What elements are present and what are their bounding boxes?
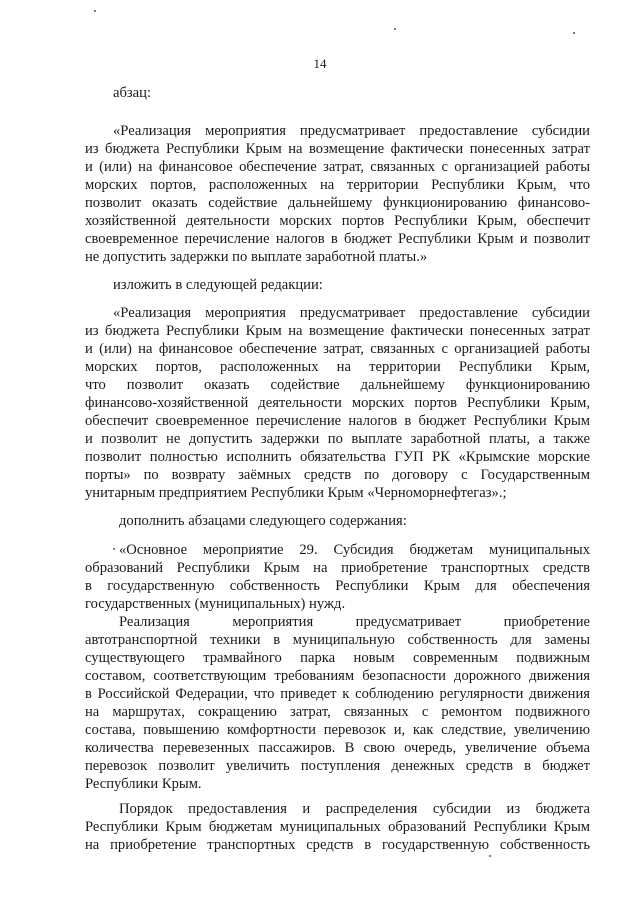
text-line: Реализация мероприятия предусматривает приобретение <box>119 614 590 630</box>
text-line: и позволит не допустить задержки по выплате заработной платы, а также <box>85 431 590 447</box>
text-line: количества перевезенных пассажиров. В свою очередь, увеличение объема <box>85 740 590 756</box>
text-line: на приобретение транспортных средств в государственную собственность <box>85 837 590 853</box>
text-line: позволит оказать содействие дальнейшему функционированию финансово- <box>85 195 590 211</box>
text-line: составом, соответствующим требованиям безопасности дорожного движения <box>85 668 590 684</box>
scan-speck <box>573 32 575 34</box>
text-line: хозяйственной деятельности морских портов Республики Крым, обеспечит <box>85 213 590 229</box>
text-line: и (или) на финансовое обеспечение затрат, связанных с организацией работы <box>85 341 590 357</box>
text-line: порты» по возврату заёмных средств по договору с Государственным <box>85 467 590 483</box>
text-line: и (или) на финансовое обеспечение затрат, связанных с организацией работы <box>85 159 590 175</box>
text-line: Республики Крым бюджетам муниципальных образований Республики Крым <box>85 819 590 835</box>
text-line: своевременное перечисление налогов в бюджет Республики Крым и позволит <box>85 231 590 247</box>
text-line: из бюджета Республики Крым на возмещение фактически понесенных затрат <box>85 323 590 339</box>
text-line: Порядок предоставления и распределения субсидии из бюджета <box>119 801 590 817</box>
text-line: финансово-хозяйственной деятельности морских портов Республики Крым, <box>85 395 590 411</box>
text-line: в государственную собственность Республики Крым для обеспечения <box>85 578 590 594</box>
text-line: позволит полностью исполнить обязательства ГУП РК «Крымские морские <box>85 449 590 465</box>
text-line: обеспечит своевременное перечисление налогов в бюджет Республики Крым <box>85 413 590 429</box>
scan-speck <box>113 548 115 550</box>
text-line: «Реализация мероприятия предусматривает предоставление субсидии <box>113 305 590 321</box>
text-line: состава, повышению комфортности перевозок и, как следствие, увеличению <box>85 722 590 738</box>
text-line: в Российской Федерации, что приведет к соблюдению регулярности движения <box>85 686 590 702</box>
text-line: унитарным предприятием Республики Крым «Черноморнефтегаз».; <box>85 485 507 501</box>
text-line: «Реализация мероприятия предусматривает предоставление субсидии <box>113 123 590 139</box>
text-line: не допустить задержки по выплате заработной платы.» <box>85 249 428 265</box>
text-line: морских портов, расположенных на территории Республики Крым, что <box>85 177 590 193</box>
text-line: «Основное мероприятие 29. Субсидия бюджетам муниципальных <box>119 542 590 558</box>
text-line: что позволит оказать содействие дальнейшему функционированию <box>85 377 590 393</box>
text-line: перевозок позволит увеличить поступления денежных средств в бюджет <box>85 758 590 774</box>
text-line: из бюджета Республики Крым на возмещение фактически понесенных затрат <box>85 141 590 157</box>
text-line: Республики Крым. <box>85 776 202 792</box>
scan-speck <box>94 10 96 12</box>
text-line: изложить в следующей редакции: <box>113 277 323 293</box>
page-number: 14 <box>313 56 327 71</box>
text-line: дополнить абзацами следующего содержания: <box>119 513 407 529</box>
text-line: автотранспортной техники в муниципальную собственность для замены <box>85 632 590 648</box>
text-line: государственных (муниципальных) нужд. <box>85 596 346 612</box>
text-line: абзац: <box>113 85 152 101</box>
scan-speck <box>489 855 491 857</box>
scan-speck <box>394 28 396 30</box>
text-line: образований Республики Крым на приобретение транспортных средств <box>85 560 590 576</box>
text-line: морских портов, расположенных на территории Республики Крым, <box>85 359 590 375</box>
text-line: на маршрутах, сокращению затрат, связанных с ремонтом подвижного <box>85 704 590 720</box>
text-line: существующего трамвайного парка новым современным подвижным <box>85 650 590 666</box>
